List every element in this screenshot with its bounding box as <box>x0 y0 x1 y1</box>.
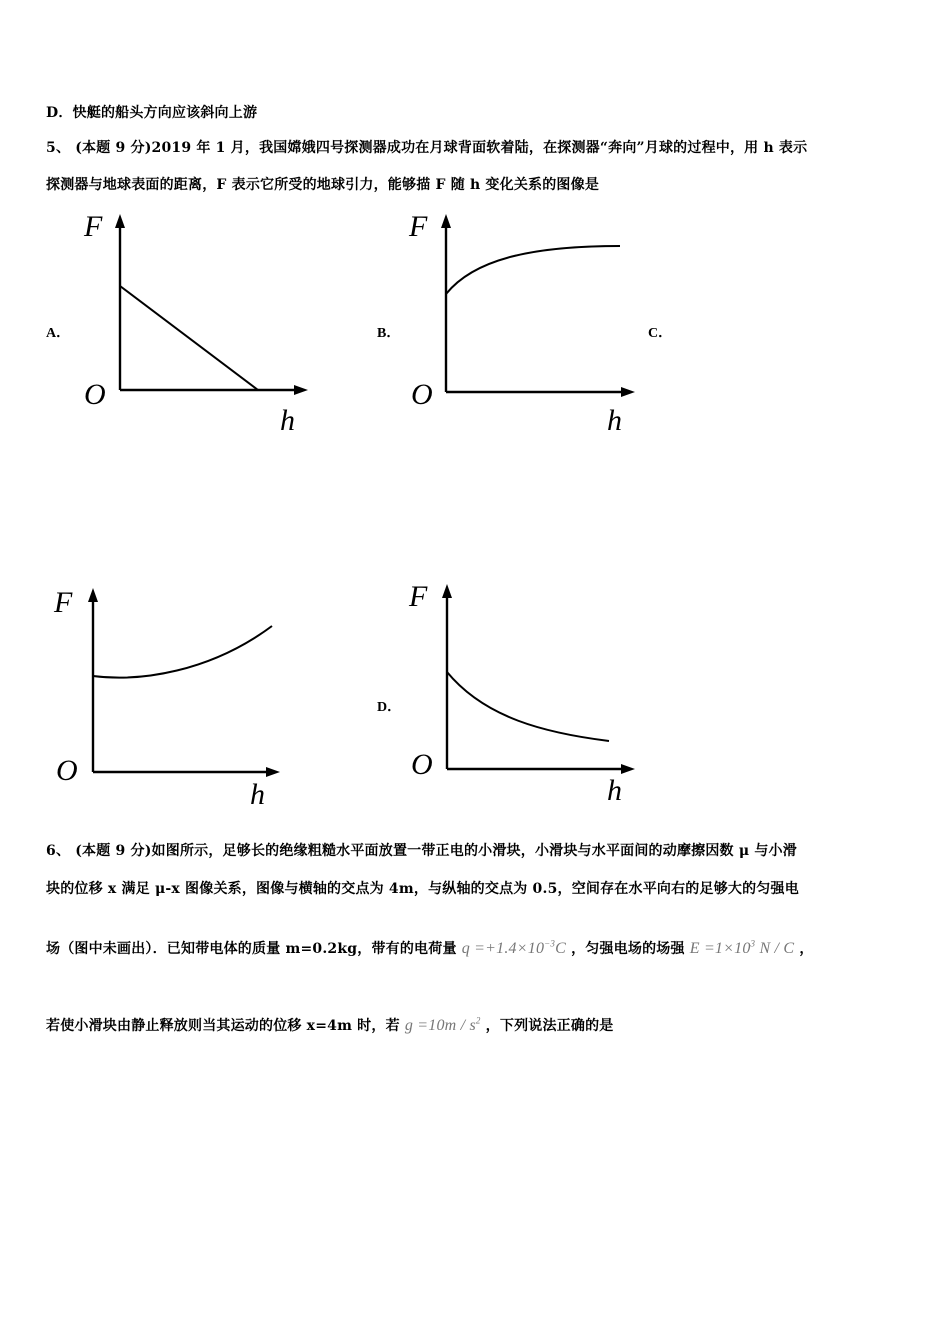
origin-label: O <box>411 378 433 411</box>
axis-y-label: F <box>409 210 428 243</box>
line-3-text-c: ， <box>799 941 814 957</box>
option-d-label: D． <box>377 700 402 715</box>
axis-y-label: F <box>409 580 428 613</box>
axis-x-label: h <box>607 404 622 437</box>
field-formula: $E =1\times 10^3$ N / C <box>689 938 795 957</box>
origin-label: O <box>56 754 78 787</box>
graph-option-b <box>405 208 650 438</box>
line-3-text-b: ，匀强电场的场强 <box>571 941 685 957</box>
question-5-line-2: 探测器与地球表面的距离，F 表示它所受的地球引力，能够描 F 随 h 变化关系的图像是 <box>46 177 600 193</box>
option-a-label: A． <box>46 326 71 341</box>
graph-option-d <box>405 578 650 808</box>
question-5-line-1: 5、 (本题 9 分)2019 年 1 月，我国嫦娥四号探测器成功在月球背面软着陆，在探测器“奔向”月球的过程中，用 h 表示 <box>46 140 808 156</box>
question-6-line-1: 6、 (本题 9 分)如图所示，足够长的绝缘粗糙水平面放置一带正电的小滑块，小滑块与水平面间的动摩擦因数 μ 与小滑 <box>46 843 797 859</box>
question-6-line-2: 块的位移 x 满足 μ-x 图像关系，图像与横轴的交点为 4m，与纵轴的交点为 0.5，空间存在水平向右的足够大的匀强电 <box>46 881 799 897</box>
option-b-label: B． <box>377 326 401 341</box>
gravity-formula: $g =10m / s^2$ <box>404 1015 481 1034</box>
option-c-label: C． <box>648 326 673 341</box>
axis-x-label: h <box>250 778 265 811</box>
axis-y-label: F <box>84 210 103 243</box>
line-3-text-a: 场（图中未画出）．已知带电体的质量 m=0.2kg，带有的电荷量 <box>46 941 457 957</box>
line-4-text-a: 若使小滑块由静止释放则当其运动的位移 x=4m 时，若 <box>46 1018 400 1034</box>
line-4-text-b: ，下列说法正确的是 <box>485 1018 614 1034</box>
graph-option-a <box>78 208 323 438</box>
origin-label: O <box>411 748 433 781</box>
axis-x-label: h <box>607 774 622 807</box>
question-6-line-4 <box>46 1015 613 1035</box>
previous-option-d: D．快艇的船头方向应该斜向上游 <box>46 105 258 121</box>
axis-x-label: h <box>280 404 295 437</box>
axis-y-label: F <box>54 586 73 619</box>
graph-option-c <box>50 582 295 812</box>
charge-formula: $q =+1.4\times 10^{-3}C$ <box>461 938 566 957</box>
question-6-line-3 <box>46 938 814 958</box>
origin-label: O <box>84 378 106 411</box>
